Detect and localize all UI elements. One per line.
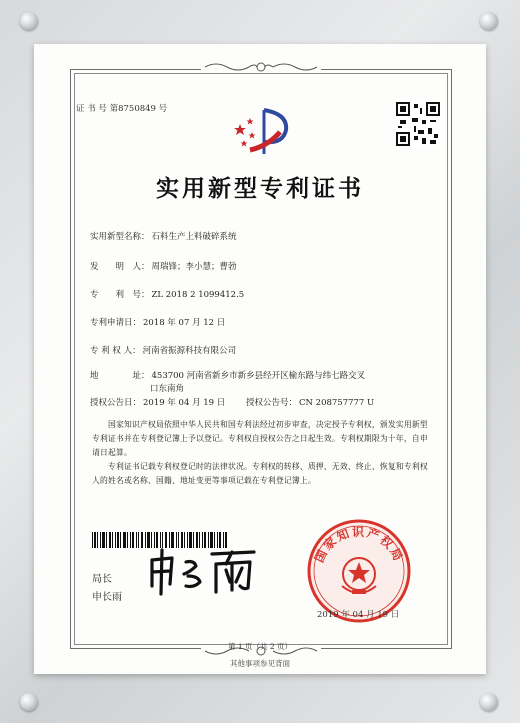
field-patentee: 专 利 权 人： 河南省振源科技有限公司 xyxy=(90,346,237,356)
signature-image xyxy=(146,546,266,596)
field-address: 地 址： 453700 河南省新乡市新乡县经开区榆东路与纬七路交叉 xyxy=(90,371,366,381)
screw-bottom-left xyxy=(20,693,38,711)
footer-note: 其他事项参见背面 xyxy=(230,659,290,668)
field-grant-number: 授权公告号： CN 208757777 U xyxy=(246,398,375,408)
screw-bottom-right xyxy=(480,693,498,711)
certificate-paragraph-legal-status: 专利证书记载专利权登记时的法律状况。专利权的转移、质押、无效、终止、恢复和专利权人的姓名或名称、国籍、地址变更等事项记载在专利登记簿上。 xyxy=(92,462,428,485)
seal-text: 国家知识产权局 xyxy=(312,525,406,565)
qr-code-icon xyxy=(396,102,440,146)
screw-top-right xyxy=(480,12,498,30)
certificate-paper xyxy=(34,44,486,674)
screw-top-left xyxy=(20,12,38,30)
field-inventors: 发 明 人： 周瑞锋；李小慧；曹勃 xyxy=(90,262,237,272)
field-application-date: 专利申请日： 2018 年 07 月 12 日 xyxy=(90,318,226,328)
director-name: 申长雨 xyxy=(92,592,122,603)
field-grant-date: 授权公告日： 2019 年 04 月 19 日 xyxy=(90,398,226,408)
field-utility-model-name: 实用新型名称： 石料生产上料破碎系统 xyxy=(90,232,237,242)
page-number: 第 1 页（共 2 页） xyxy=(227,642,293,651)
director-title: 局长 xyxy=(92,574,112,585)
field-patent-number: 专 利 号： ZL 2018 2 1099412.5 xyxy=(90,290,245,300)
certificate-number: 证 书 号 第8750849 号 xyxy=(76,104,168,114)
top-ornament-icon xyxy=(201,61,321,73)
cnipa-logo-icon xyxy=(228,106,292,158)
field-address-continued: 口东南角 xyxy=(150,384,185,394)
certificate-paragraph-grant: 国家知识产权局依照中华人民共和国专利法经过初步审查，决定授予专利权，颁发实用新型专利证书并在专利登记簿上予以登记。专利权自授权公告之日起生效。专利权期限为十年，自申请日起算。 xyxy=(92,420,428,457)
seal-date: 2019 年 04 月 19 日 xyxy=(317,610,400,620)
certificate-title: 实用新型专利证书 xyxy=(156,175,364,202)
